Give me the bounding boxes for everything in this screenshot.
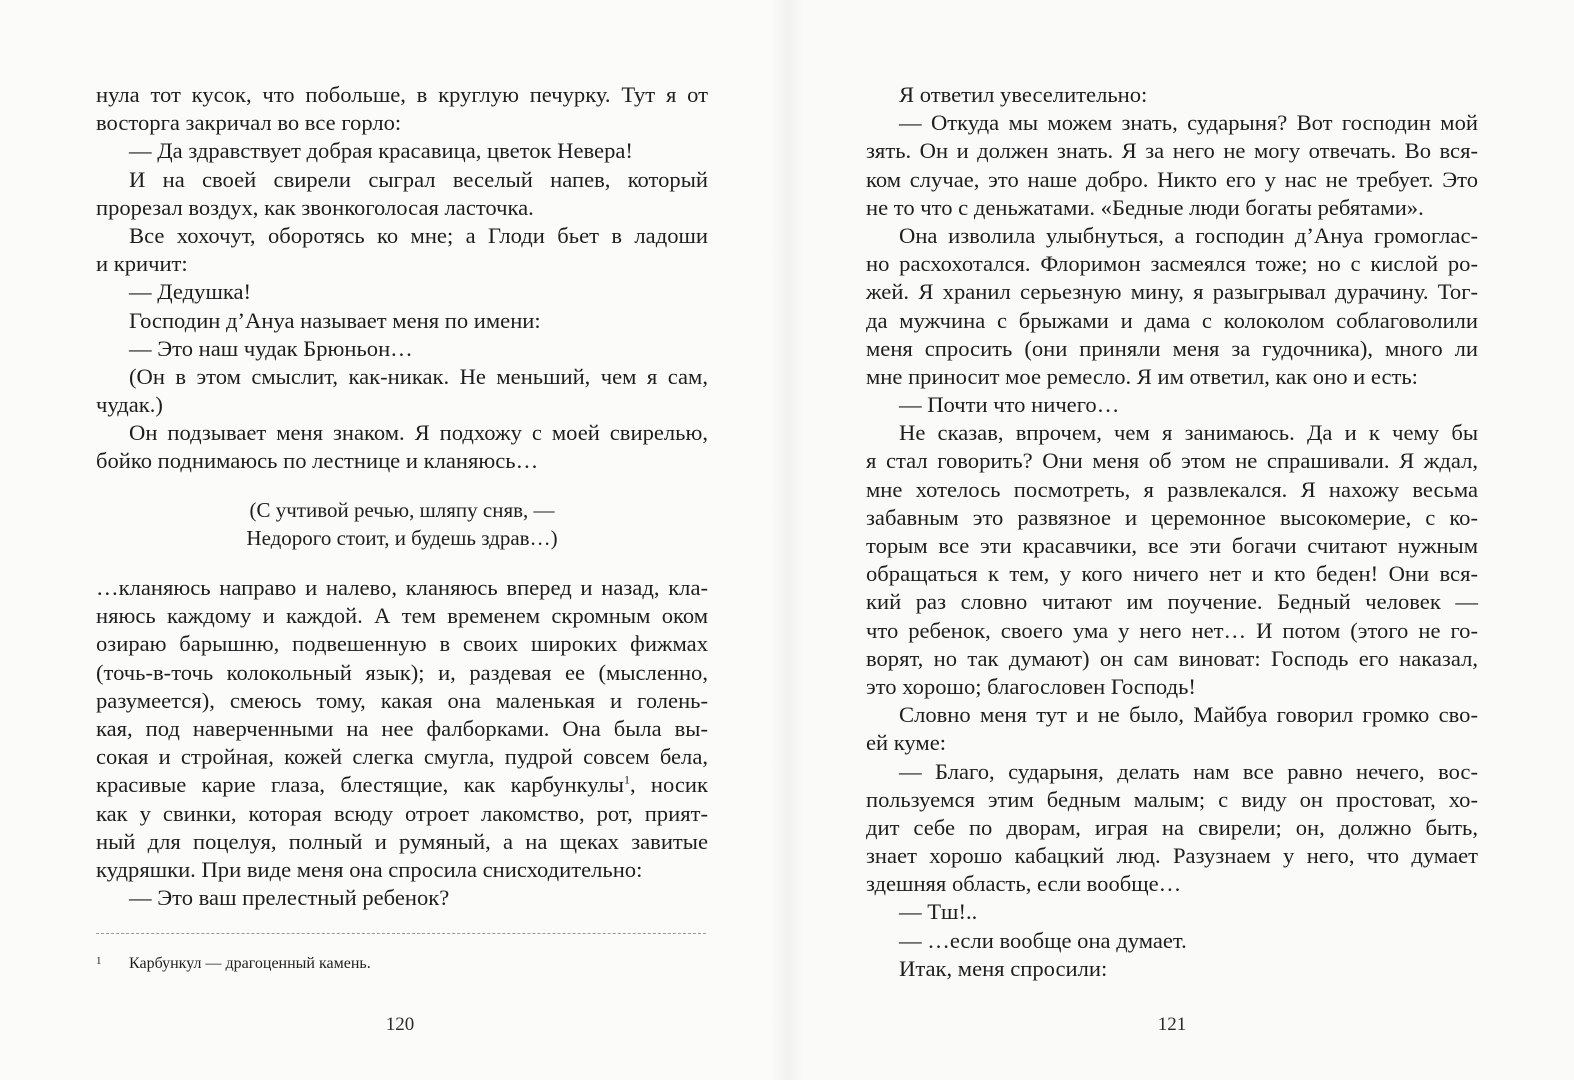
text-line: что ребенок, своего ума у него нет… И потом (этого не го- [866,617,1478,643]
text-line: забавным это развязное и церемонное высокомерие, с ко- [866,504,1478,530]
text-line: разумеется), смеюсь тому, какая она маленькая и голень- [96,687,708,713]
text-line: пользуемся этим бедным малым; с виду он простоват, хо- [866,786,1478,812]
text-line: Я ответил увеселительно: [899,82,1148,107]
text-line: восторга закричал во все горло: [96,110,402,136]
text-line [96,771,708,799]
text-line: — …если вообще она думает. [899,927,1187,953]
left-text-block-bottom [96,574,708,771]
text-line: нула тот кусок, что побольше, в круглую печурку. Тут я от [96,82,708,107]
poem-block [96,496,708,552]
text-line: сокая и стройная, кожей слегка смугла, пудрой совсем бела, [96,744,708,770]
left-text-block-top [96,81,708,476]
text-line: — Да здравствует добрая красавица, цветок Невера! [129,138,633,164]
page-number-left: 120 [385,1014,415,1035]
text-line: бойко поднимаюсь по лестнице и кланяюсь… [96,448,539,474]
text-line: но расхохотался. Флоримон засмеялся тоже; но с кислой ро- [866,251,1478,277]
left-page-text [96,81,708,912]
text-line: Господин д’Ануа называет меня по имени: [129,307,541,333]
text-line: Не сказав, впрочем, чем я занимаюсь. Да и к чему бы [899,420,1478,446]
carbuncle-line-text: красивые карие глаза, блестящие, как карбункулы [96,772,624,798]
text-line: — Тш!.. [899,899,978,925]
text-line: как у свинки, которая всюду отроет лакомство, рот, прият- [96,800,708,826]
text-line: это хорошо; благословен Господь! [866,673,1196,699]
text-line: обращаться к тем, у кого ничего нет и кто беден! Они вся- [866,561,1478,587]
text-line: — Это ваш прелестный ребенок? [129,885,450,911]
footnote [96,953,706,975]
footnote-text: Карбункул — драгоценный камень. [129,955,371,972]
text-line: — Благо, сударыня, делать нам все равно нечего, вос- [899,758,1478,784]
right-page [787,0,1574,1080]
footnote-mark: 1 [96,955,102,967]
page-number-right: 121 [1157,1014,1187,1035]
poem-line: Недорого стоит, и будешь здрав…) [246,525,558,550]
text-line: мне приносит мое ремесло. Я им ответил, как оно и есть: [866,363,1418,389]
text-line: няюсь каждому и каждой. А тем временем скромным оком [96,603,708,629]
text-line: — Почти что ничего… [899,392,1120,418]
footnote-reference[interactable]: 1 [623,772,630,787]
left-text-block-end [96,800,708,913]
text-line: ей куме: [866,730,947,756]
text-line: прорезал воздух, как звонкоголосая ласточка. [96,194,534,220]
footnote-separator [96,933,706,934]
text-line: (точь-в-точь колокольный язык); и, раздевая ее (мысленно, [96,659,708,685]
poem-line: (С учтивой речью, шляпу сняв, — [249,497,555,522]
text-line: — Откуда мы можем знать, сударыня? Вот господин мой [899,110,1478,136]
text-line: кудряшки. При виде меня она спросила снисходительно: [96,856,643,882]
text-line: ком случае, это наше добро. Никто его у нас не требует. Это [866,166,1478,192]
text-line: ворят, но так думают) он сам виноват: Господь его наказал, [866,645,1478,671]
text-line: — Дедушка! [129,279,252,305]
text-line: и кричит: [96,251,188,277]
text-line: жей. Я хранил серьезную мину, я разыгрывал дурачину. Тог- [866,279,1478,305]
text-line: да мужчина с брыжами и дама с колоколом соблаговолили [866,307,1478,333]
text-line: кий раз словно читают им поучение. Бедный человек — [866,589,1478,615]
right-page-text [866,81,1478,983]
text-line: чудак.) [96,392,163,418]
text-line: меня спросить (они приняли меня за гудочника), много ли [866,335,1478,361]
text-line: здешняя область, если вообще… [866,871,1182,897]
text-line: не то что с деньжатами. «Бедные люди богаты ребятами». [866,194,1424,220]
text-line: Словно меня тут и не было, Майбуа говорил громко сво- [899,702,1478,728]
text-line: я стал говорить? Они меня об этом не спрашивали. Я ждал, [866,448,1478,474]
text-line: — Это наш чудак Брюньон… [129,335,413,361]
text-line: (Он в этом смыслит, как-никак. Не меньший, чем я сам, [129,363,708,389]
carbuncle-line-tail: , носик [629,772,708,798]
text-line: мне хотелось посмотреть, я развлекался. Я нахожу весьма [866,476,1478,502]
book-gutter [770,0,804,1080]
right-text-block [866,81,1478,983]
text-line: …кланяюсь направо и налево, кланяюсь вперед и назад, кла- [96,575,708,600]
text-line: Итак, меня спросили: [899,955,1108,981]
text-line: ный для поцелуя, полный и румяный, а на щеках завитые [96,828,708,854]
text-line: знает хорошо кабацкий люд. Разузнаем у него, что думает [866,843,1478,869]
text-line: зять. Он и должен знать. Я за него не могу отвечать. Во вся- [866,138,1478,164]
text-line: озираю барышню, подвешенную в своих широких фижмах [96,631,708,657]
text-line: И на своей свирели сыграл веселый напев, который [129,166,708,192]
text-line: дит себе по дворам, играя на свирели; он, должно быть, [866,814,1478,840]
text-line: торым все эти красавчики, все эти богачи считают нужным [866,533,1478,558]
text-line: Он подзывает меня знаком. Я подхожу с моей свирелью, [129,420,708,446]
text-line: Она изволила улыбнуться, а господин д’Ануа громоглас- [899,222,1478,248]
text-line: Все хохочут, оборотясь ко мне; а Глоди бьет в ладоши [129,222,708,248]
text-line: кая, под наверченными на нее фалборками. Она была вы- [96,715,708,741]
